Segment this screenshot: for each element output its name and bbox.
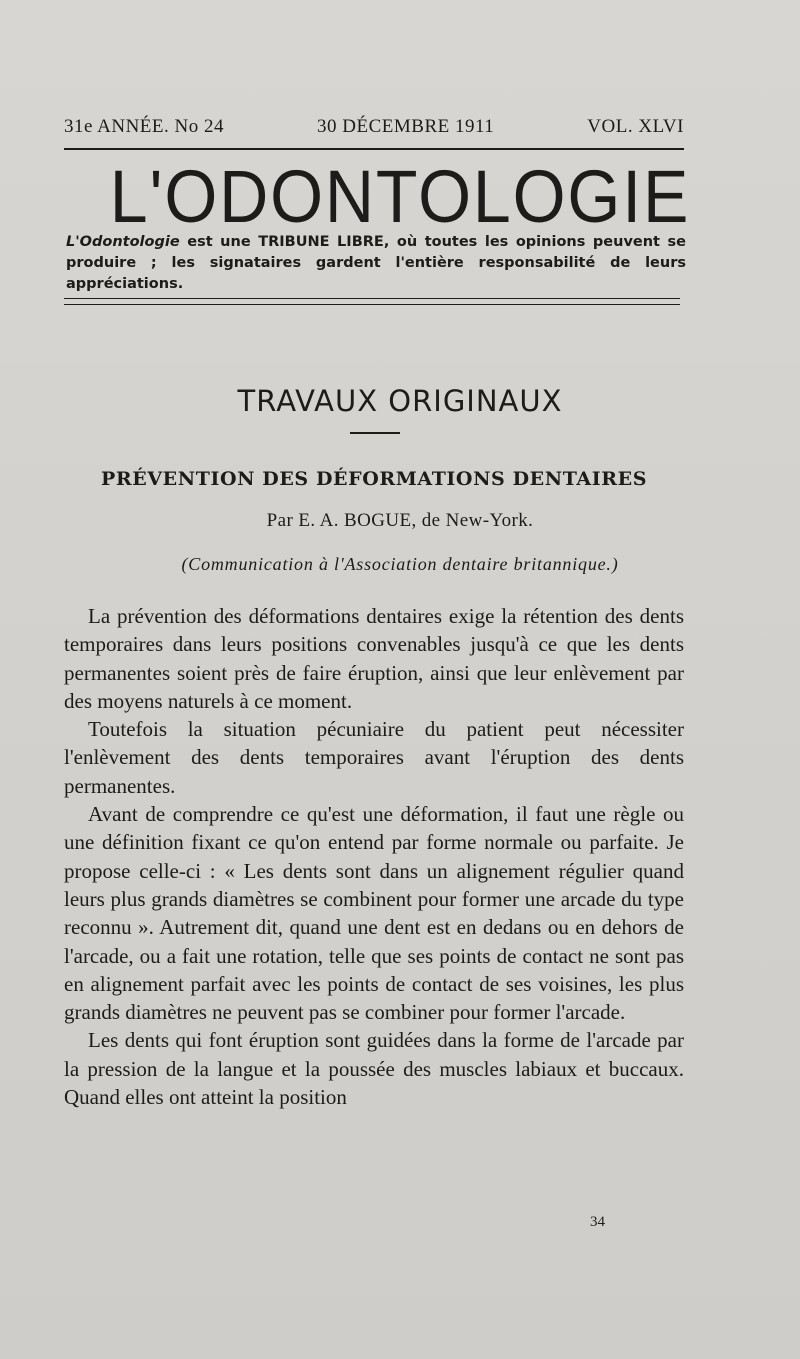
notice-journal-name: L'Odontologie — [66, 234, 180, 250]
header-rule — [64, 148, 684, 150]
body-paragraph: Toutefois la situation pécuniaire du patient peut nécessiter l'enlèvement des dents temporaires avant l'éruption des dents permanentes. — [64, 717, 684, 798]
volume-number: VOL. XLVI — [587, 116, 684, 137]
notice-text: est une TRIBUNE LIBRE, où toutes les opinions peuvent se produire ; les signataires gardent l'entière responsabilité de leurs appréciations. — [66, 234, 686, 292]
editorial-notice — [66, 232, 686, 295]
body-paragraph: Avant de comprendre ce qu'est une déformation, il faut une règle ou une définition fixant ce qu'on entend par forme normale ou parfaite. Je propose celle-ci : « Les dents sont dans un alignement régulier quand leurs plus grands diamètres se combinent pour former une arcade du type reconnu ». Autrement dit, quand une dent est en dedans ou en dehors de l'arcade, ou a fait une rotation, telle que ses points de contact ne sont pas en alignement parfait avec les points de contact de ses voisines, les plus grands diamètres ne peuvent pas se combiner pour former l'arcade. — [64, 802, 684, 1025]
running-header — [64, 116, 684, 138]
double-rule-divider — [64, 298, 680, 305]
body-paragraph: La prévention des déformations dentaires exige la rétention des dents temporaires dans leurs positions convenables jusqu'à ce que les dents permanentes soient près de faire éruption, ainsi que leur enlèvement par des moyens naturels à ce moment. — [64, 604, 684, 713]
issue-number: 31e ANNÉE. No 24 — [64, 116, 224, 137]
issue-date: 30 DÉCEMBRE 1911 — [317, 116, 495, 137]
body-paragraph: Les dents qui font éruption sont guidées dans la forme de l'arcade par la pression de la langue et la poussée des muscles labiaux et buccaux. Quand elles ont atteint la position — [64, 1028, 684, 1110]
page-number: 34 — [590, 1214, 605, 1230]
journal-title: L'ODONTOLOGIE — [109, 155, 691, 238]
article-note: (Communication à l'Association dentaire britannique.) — [181, 554, 619, 574]
article-title: PRÉVENTION DES DÉFORMATIONS DENTAIRES — [100, 468, 648, 490]
section-divider — [350, 432, 400, 434]
article-body — [64, 602, 684, 1111]
section-title: TRAVAUX ORIGINAUX — [237, 384, 563, 418]
article-byline: Par E. A. BOGUE, de New-York. — [266, 510, 534, 531]
